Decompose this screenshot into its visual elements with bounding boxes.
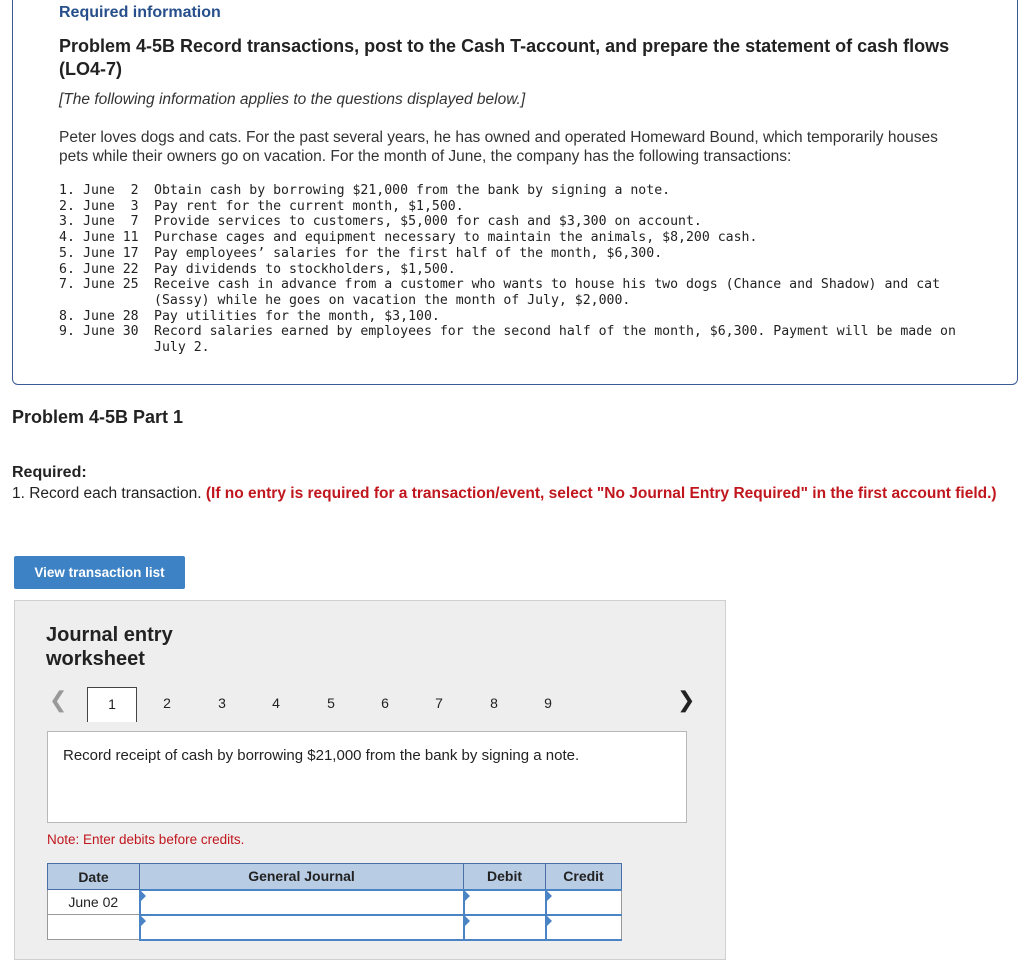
column-debit: Debit xyxy=(464,864,546,890)
tab-9[interactable]: 9 xyxy=(544,695,552,711)
tab-5[interactable]: 5 xyxy=(327,695,335,711)
column-general-journal: General Journal xyxy=(140,864,464,890)
part-title: Problem 4-5B Part 1 xyxy=(12,407,184,427)
cell-marker-icon xyxy=(141,891,146,901)
tab-7[interactable]: 7 xyxy=(435,695,443,711)
cell-marker-icon xyxy=(547,916,552,926)
next-icon[interactable]: ❯ xyxy=(677,687,696,712)
table-header-row xyxy=(48,864,622,890)
tab-4[interactable]: 4 xyxy=(272,695,280,711)
cell-marker-icon xyxy=(547,891,552,901)
transaction-list xyxy=(59,183,984,356)
cell-marker-icon xyxy=(465,891,470,901)
general-journal-table xyxy=(47,863,622,941)
date-cell xyxy=(48,915,140,940)
following-information-note: [The following information applies to the questions displayed below.] xyxy=(59,91,526,108)
debit-input[interactable] xyxy=(464,890,546,915)
debit-input[interactable] xyxy=(464,915,546,940)
list-item: 5. June 17 Pay employees’ salaries for the first half of the month, $6,300. xyxy=(59,245,663,261)
required-information-heading: Required information xyxy=(59,4,221,21)
list-item: 2. June 3 Pay rent for the current month, $1,500. xyxy=(59,198,464,214)
required-label: Required: xyxy=(12,464,87,481)
tab-6[interactable]: 6 xyxy=(381,695,389,711)
date-cell: June 02 xyxy=(48,890,140,915)
credit-input[interactable] xyxy=(546,890,622,915)
account-input[interactable] xyxy=(140,890,464,915)
problem-title: Problem 4-5B Record transactions, post to the Cash T-account, and prepare the statement of cash flows (LO4-7) xyxy=(59,36,950,79)
list-item: 8. June 28 Pay utilities for the month, $3,100. xyxy=(59,308,440,324)
journal-entry-worksheet xyxy=(14,600,726,960)
column-credit: Credit xyxy=(546,864,622,890)
transaction-description: Record receipt of cash by borrowing $21,000 from the bank by signing a note. xyxy=(47,731,687,823)
list-item: 6. June 22 Pay dividends to stockholders, $1,500. xyxy=(59,261,456,277)
list-item: 7. June 25 Receive cash in advance from a customer who wants to house his two dogs (Chance and Shadow) and cat (Sassy) while he goes on vacation the month of July, $2,000. xyxy=(59,277,941,308)
table-row xyxy=(48,890,622,915)
previous-icon[interactable]: ❮ xyxy=(49,687,68,712)
tab-3[interactable]: 3 xyxy=(218,695,226,711)
table-row xyxy=(48,915,622,940)
problem-intro: Peter loves dogs and cats. For the past several years, he has owned and operated Homeward Bound, which temporarily houses pets while their owners go on vacation. For the month of June, the company has the following transactions: xyxy=(59,129,938,165)
list-item: 9. June 30 Record salaries earned by employees for the second half of the month, $6,300. Payment will be made on July 2. xyxy=(59,324,956,356)
list-item: 3. June 7 Provide services to customers, $5,000 for cash and $3,300 on account. xyxy=(59,214,702,230)
tab-1[interactable]: 1 xyxy=(87,687,137,722)
credit-input[interactable] xyxy=(546,915,622,940)
account-input[interactable] xyxy=(140,915,464,940)
tab-8[interactable]: 8 xyxy=(490,695,498,711)
view-transaction-list-button[interactable]: View transaction list xyxy=(14,556,185,589)
list-item: 1. June 2 Obtain cash by borrowing $21,000 from the bank by signing a note. xyxy=(59,183,671,198)
cell-marker-icon xyxy=(141,916,146,926)
tab-2[interactable]: 2 xyxy=(163,695,171,711)
required-instructions xyxy=(12,484,1012,504)
list-item: 4. June 11 Purchase cages and equipment necessary to maintain the animals, $8,200 cash. xyxy=(59,230,758,246)
cell-marker-icon xyxy=(465,916,470,926)
debit-credit-note: Note: Enter debits before credits. xyxy=(47,832,245,847)
required-instruction-note: (If no entry is required for a transaction/event, select "No Journal Entry Required" in the first account field.) xyxy=(205,485,997,502)
worksheet-title: Journal entry worksheet xyxy=(46,624,173,670)
required-instruction-text: 1. Record each transaction. xyxy=(12,485,202,502)
column-date: Date xyxy=(48,864,140,890)
